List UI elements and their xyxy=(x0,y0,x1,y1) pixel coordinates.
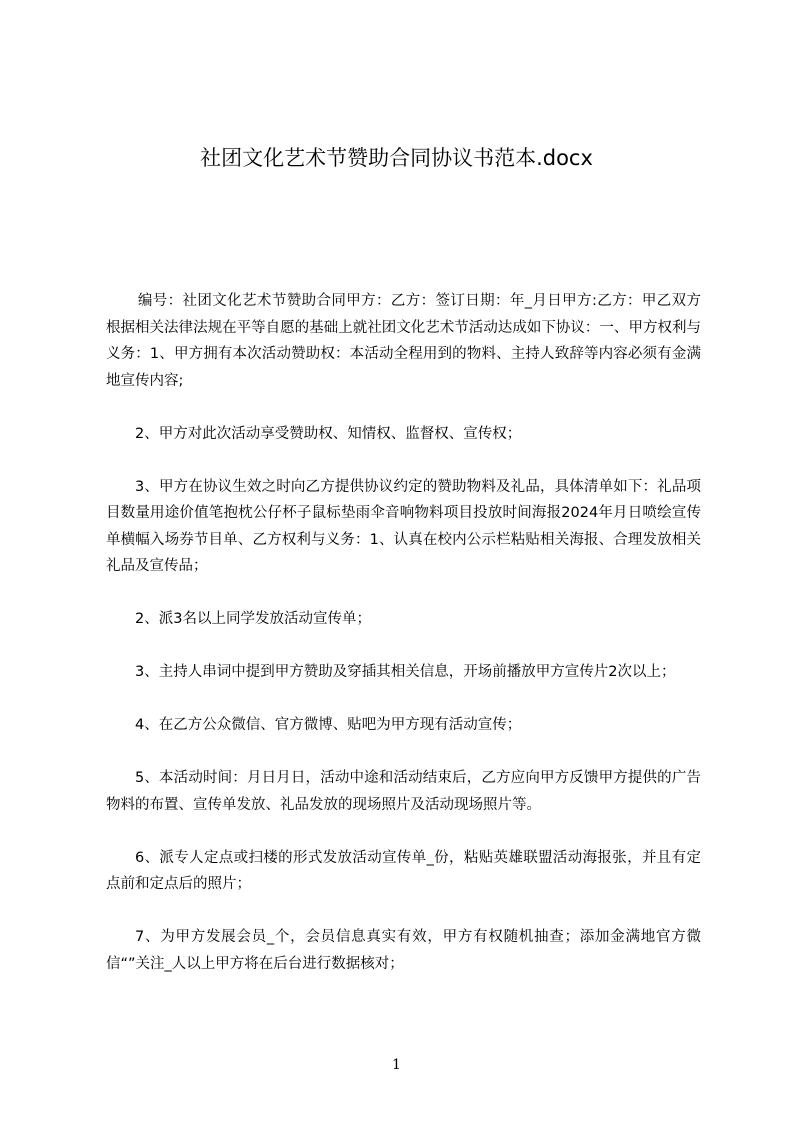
paragraph-party-b-duty-7: 7、为甲方发展会员_个，会员信息真实有效，甲方有权随机抽查；添加金满地官方微信“”关注_人以上甲方将在后台进行数据核对； xyxy=(106,929,701,972)
paragraph-intro: 编号：社团文化艺术节赞助合同甲方：乙方：签订日期：年_月日甲方:乙方：甲乙双方根据相关法律法规在平等自愿的基础上就社团文化艺术节活动达成如下协议：一、甲方权利与义务：1、甲方拥有本次活动赞助权：本活动全程用到的物料、主持人致辞等内容必须有金满地宣传内容; xyxy=(106,293,701,389)
paragraph-party-a-right-2: 2、甲方对此次活动享受赞助权、知情权、监督权、宣传权； xyxy=(135,425,522,442)
paragraph-party-b-duty-4: 4、在乙方公众微信、官方微博、贴吧为甲方现有活动宣传； xyxy=(135,717,522,733)
document-body xyxy=(106,288,701,977)
paragraph-party-a-right-3: 3、甲方在协议生效之时向乙方提供协议约定的赞助物料及礼品，具体清单如下：礼品项目数量用途价值笔抱枕公仔杯子鼠标垫雨伞音响物料项目投放时间海报2024年月日喷绘宣传单横幅入场券节目单、乙方权利与义务：1、认真在校内公示栏粘贴相关海报、合理发放相关礼品及宣传品； xyxy=(106,478,701,574)
page-number: 1 xyxy=(392,1057,401,1073)
document-title: 社团文化艺术节赞助合同协议书范本.docx xyxy=(200,146,593,170)
paragraph-party-b-duty-2: 2、派3名以上同学发放活动宣传单； xyxy=(135,611,371,627)
paragraph-party-b-duty-6: 6、派专人定点或扫楼的形式发放活动宣传单_份，粘贴英雄联盟活动海报张，并且有定点前和定点后的照片； xyxy=(106,849,701,892)
paragraph-party-b-duty-5: 5、本活动时间：月日月日，活动中途和活动结束后，乙方应向甲方反馈甲方提供的广告物料的布置、宣传单发放、礼品发放的现场照片及活动现场照片等。 xyxy=(106,770,701,813)
paragraph-party-b-duty-3: 3、主持人串词中提到甲方赞助及穿插其相关信息，开场前播放甲方宣传片2次以上； xyxy=(135,664,676,680)
